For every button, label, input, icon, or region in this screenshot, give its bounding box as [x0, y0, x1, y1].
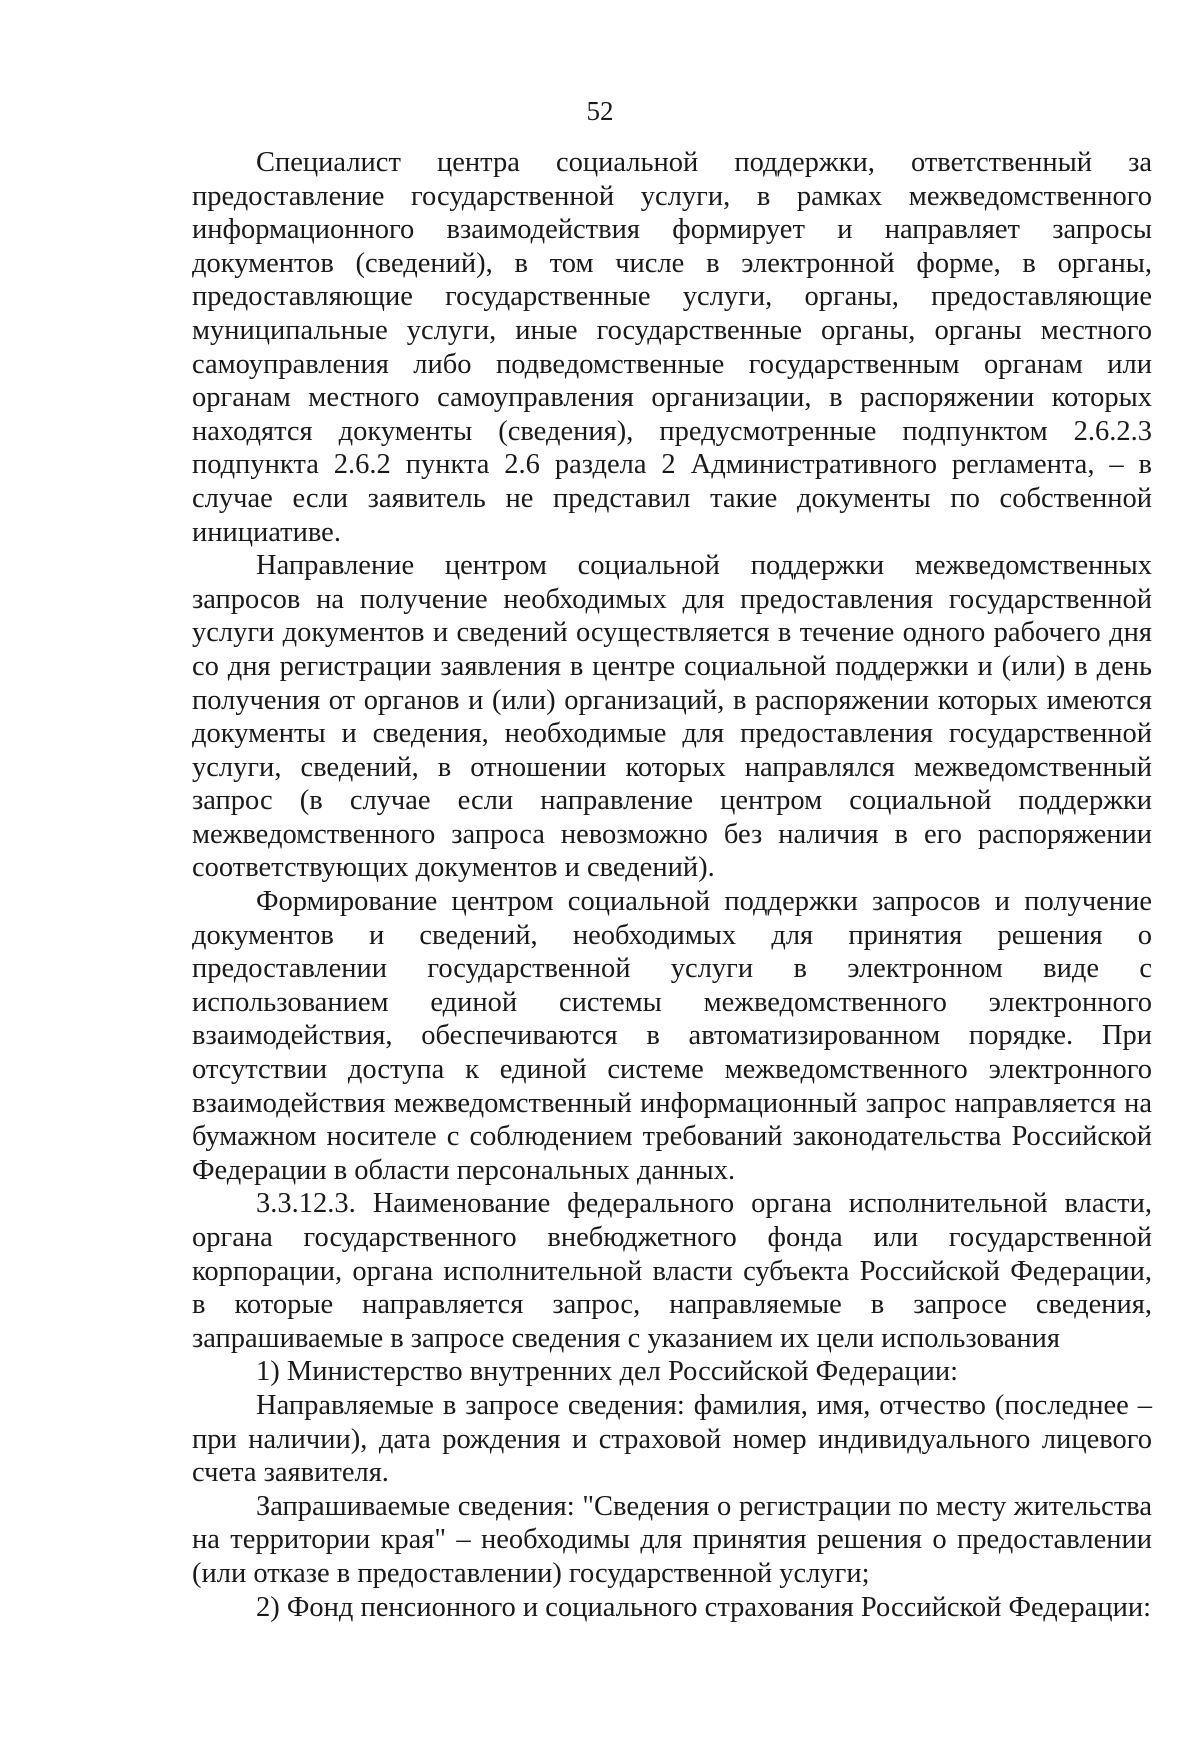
paragraph-request-timing: Направление центром социальной поддержки межведомственных запросов на получение необходимых для предоставления государственной услуги документов и сведений осуществляется в течение одного рабочего дня со дня регистрации заявления в центре социальной поддержки и (или) в день получения от органов и (или) организаций, в распоряжении которых имеются документы и сведения, необходимые для предоставления государственной услуги, сведений, в отношении которых направлялся межведомственный запрос (в случае если направление центром социальной поддержки межведомственного запроса невозможно без наличия в его распоряжении соответствующих документов и сведений).	[192, 550, 1152, 884]
paragraph-specialist-requests: Специалист центра социальной поддержки, ответственный за предоставление государственной услуги, в рамках межведомственного информационного взаимодействия формирует и направляет запросы документов (сведений), в том числе в электронной форме, в органы, предоставляющие государственные услуги, органы, предоставляющие муниципальные услуги, иные государственные органы, органы местного самоуправления либо подведомственные государственным органам или органам местного самоуправления организации, в распоряжении которых находятся документы (сведения), предусмотренные подпунктом 2.6.2.3 подпункта 2.6.2 пункта 2.6 раздела 2 Административного регламента, – в случае если заявитель не представил такие документы по собственной инициативе.	[192, 147, 1152, 548]
paragraph-item-2-pension-fund: 2) Фонд пенсионного и социального страхования Российской Федерации:	[256, 1591, 1152, 1623]
paragraph-requested-data: Запрашиваемые сведения: "Сведения о регистрации по месту жительства на территории края" – необходимы для принятия решения о предоставлении (или отказе в предоставлении) государственной услуги;	[192, 1490, 1152, 1589]
paragraph-electronic-interaction: Формирование центром социальной поддержки запросов и получение документов и сведений, необходимых для принятия решения о предоставлении государственной услуги в электронном виде с использованием единой системы межведомственного электронного взаимодействия, обеспечиваются в автоматизированном порядке. При отсутствии доступа к единой системе межведомственного электронного взаимодействия межведомственный информационный запрос направляется на бумажном носителе с соблюдением требований законодательства Российской Федерации в области персональных данных.	[192, 886, 1152, 1186]
page-number: 52	[586, 96, 614, 126]
paragraph-sent-data: Направляемые в запросе сведения: фамилия, имя, отчество (последнее – при наличии), дата рождения и страховой номер индивидуального лицевого счета заявителя.	[192, 1389, 1152, 1489]
document-body	[192, 146, 1152, 1624]
paragraph-item-1-mvd: 1) Министерство внутренних дел Российской Федерации:	[256, 1356, 959, 1388]
paragraph-section-3-3-12-3: 3.3.12.3. Наименование федерального органа исполнительной власти, органа государственного внебюджетного фонда или государственной корпорации, органа исполнительной власти субъекта Российской Федерации, в которые направляется запрос, направляемые в запросе сведения, запрашиваемые в запросе сведения с указанием их цели использования	[192, 1188, 1152, 1354]
